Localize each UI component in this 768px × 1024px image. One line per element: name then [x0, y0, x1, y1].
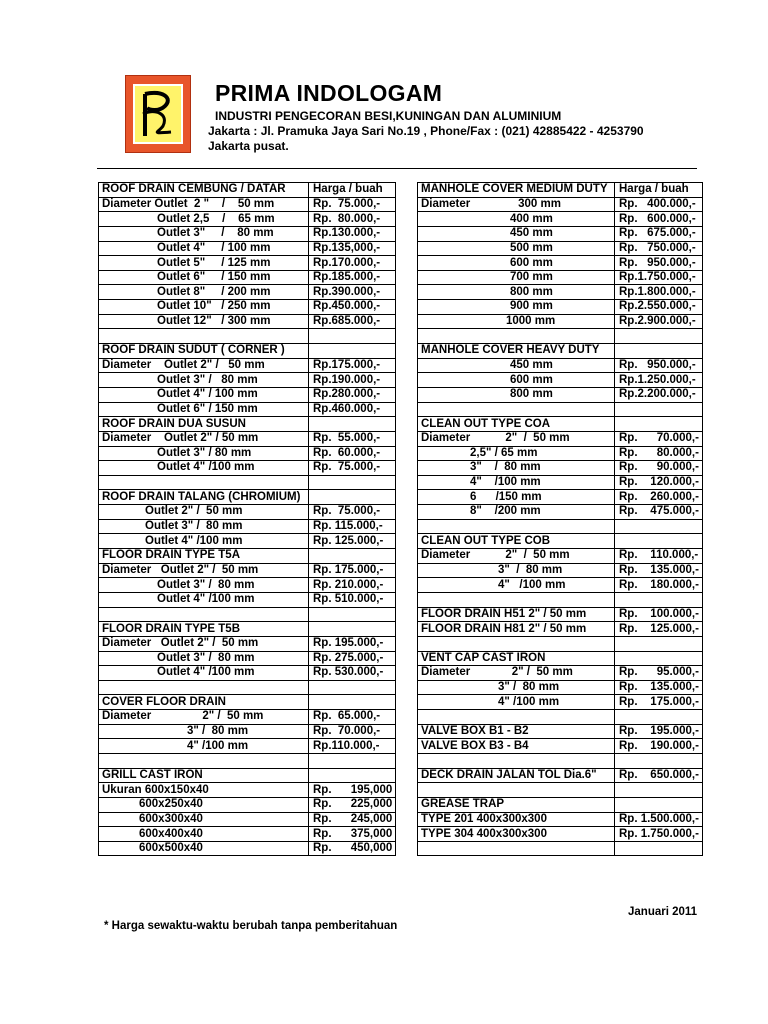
right-table-price-cell: Rp. 135.000,-	[615, 680, 703, 695]
right-table-price-cell: Rp. 475.000,-	[615, 505, 703, 520]
left-table-row	[99, 285, 396, 300]
right-table-item-cell: 900 mm	[418, 300, 615, 315]
left-table-item-cell: Outlet 4" /100 mm	[99, 592, 309, 607]
right-table-item-cell	[418, 636, 615, 651]
left-table-row	[99, 373, 396, 388]
right-table-row	[418, 329, 703, 344]
price-change-note: * Harga sewaktu-waktu berubah tanpa pemberitahuan	[104, 920, 398, 932]
right-table-row	[418, 505, 703, 520]
left-table-row	[99, 183, 396, 198]
left-table-price-cell: Rp.450.000,-	[309, 300, 396, 315]
right-table-item-cell: Diameter 2" / 50 mm	[418, 431, 615, 446]
right-table-row	[418, 578, 703, 593]
left-table-row	[99, 768, 396, 783]
left-table-row	[99, 666, 396, 681]
left-table-price-cell	[309, 695, 396, 710]
left-table-price-cell: Rp. 245,000	[309, 812, 396, 827]
right-table-price-cell: Rp. 650.000,-	[615, 768, 703, 783]
right-table-item-cell: GREASE TRAP	[418, 797, 615, 812]
right-table-price-cell: Rp. 400.000,-	[615, 197, 703, 212]
right-table-price-cell	[615, 651, 703, 666]
left-table-item-cell: 4" /100 mm	[99, 739, 309, 754]
right-table-price-cell: Rp. 120.000,-	[615, 475, 703, 490]
right-table-item-cell: 450 mm	[418, 358, 615, 373]
left-table-row	[99, 783, 396, 798]
right-table-item-cell: 6 /150 mm	[418, 490, 615, 505]
left-table-item-cell: GRILL CAST IRON	[99, 768, 309, 783]
left-table-price-cell	[309, 475, 396, 490]
right-table-price-cell	[615, 592, 703, 607]
right-table-item-cell: CLEAN OUT TYPE COB	[418, 534, 615, 549]
company-logo	[125, 75, 191, 153]
left-table-price-cell	[309, 490, 396, 505]
left-table-row	[99, 739, 396, 754]
left-table-item-cell: Outlet 12" / 300 mm	[99, 314, 309, 329]
logo-pl-monogram-icon	[135, 86, 181, 142]
left-table-price-cell: Rp. 55.000,-	[309, 431, 396, 446]
right-table-row	[418, 285, 703, 300]
left-table-row	[99, 270, 396, 285]
left-table-item-cell	[99, 753, 309, 768]
right-table-row	[418, 563, 703, 578]
left-table-item-cell: 600x300x40	[99, 812, 309, 827]
right-table-item-cell: VALVE BOX B3 - B4	[418, 739, 615, 754]
right-table-item-cell: FLOOR DRAIN H81 2" / 50 mm	[418, 622, 615, 637]
right-table-row	[418, 724, 703, 739]
right-table-price-cell: Rp. 950.000,-	[615, 358, 703, 373]
left-table-item-cell	[99, 607, 309, 622]
right-table-item-cell: FLOOR DRAIN H51 2" / 50 mm	[418, 607, 615, 622]
right-table-row	[418, 475, 703, 490]
left-table-price-cell: Rp. 70.000,-	[309, 724, 396, 739]
right-table-row	[418, 797, 703, 812]
left-table-row	[99, 827, 396, 842]
left-table-row	[99, 475, 396, 490]
right-table-row	[418, 519, 703, 534]
left-table-row	[99, 505, 396, 520]
left-table-price-cell: Rp.280.000,-	[309, 387, 396, 402]
right-table-price-cell: Rp. 180.000,-	[615, 578, 703, 593]
right-table-item-cell: DECK DRAIN JALAN TOL Dia.6"	[418, 768, 615, 783]
left-table-item-cell: 600x400x40	[99, 827, 309, 842]
right-table-price-cell: Harga / buah	[615, 183, 703, 198]
right-table-row	[418, 636, 703, 651]
right-table-row	[418, 812, 703, 827]
left-table-item-cell: COVER FLOOR DRAIN	[99, 695, 309, 710]
left-table-row	[99, 753, 396, 768]
left-table-row	[99, 797, 396, 812]
right-table-row	[418, 417, 703, 432]
right-table-row	[418, 373, 703, 388]
left-table-price-cell: Rp. 225,000	[309, 797, 396, 812]
right-table-row	[418, 534, 703, 549]
right-table-row	[418, 549, 703, 564]
right-table-row	[418, 300, 703, 315]
left-table-item-cell: Outlet 6" / 150 mm	[99, 270, 309, 285]
right-table-price-cell: Rp.1.750.000,-	[615, 270, 703, 285]
left-table-item-cell: Outlet 4" / 100 mm	[99, 387, 309, 402]
company-tagline: INDUSTRI PENGECORAN BESI,KUNINGAN DAN ALUMINIUM	[215, 109, 562, 123]
left-table-row	[99, 300, 396, 315]
left-table-item-cell: Outlet 5" / 125 mm	[99, 256, 309, 271]
left-table-price-cell: Rp. 275.000,-	[309, 651, 396, 666]
left-table-price-cell: Rp.460.000,-	[309, 402, 396, 417]
left-table-price-cell: Rp. 530.000,-	[309, 666, 396, 681]
left-table-row	[99, 226, 396, 241]
right-table-row	[418, 695, 703, 710]
left-table-item-cell: ROOF DRAIN CEMBUNG / DATAR	[99, 183, 309, 198]
right-table-row	[418, 841, 703, 856]
left-table-price-cell	[309, 680, 396, 695]
left-table-price-cell	[309, 329, 396, 344]
right-table-item-cell: VALVE BOX B1 - B2	[418, 724, 615, 739]
right-table-price-cell	[615, 344, 703, 359]
right-table-price-cell: Rp. 750.000,-	[615, 241, 703, 256]
left-table-item-cell: ROOF DRAIN DUA SUSUN	[99, 417, 309, 432]
left-table-item-cell	[99, 680, 309, 695]
logo-inner-panel	[133, 84, 183, 144]
left-table-price-cell	[309, 607, 396, 622]
right-table-price-cell	[615, 402, 703, 417]
right-table-price-cell	[615, 534, 703, 549]
left-table-row	[99, 402, 396, 417]
right-table-price-cell	[615, 710, 703, 725]
left-table-price-cell: Rp.185.000,-	[309, 270, 396, 285]
left-table-row	[99, 651, 396, 666]
right-table-row	[418, 446, 703, 461]
right-table-price-cell: Rp. 95.000,-	[615, 666, 703, 681]
left-table-row	[99, 710, 396, 725]
left-table-row	[99, 329, 396, 344]
left-table-price-cell: Rp.175.000,-	[309, 358, 396, 373]
right-table-price-cell: Rp. 80.000,-	[615, 446, 703, 461]
right-table-price-cell	[615, 753, 703, 768]
right-table-price-cell: Rp. 90.000,-	[615, 461, 703, 476]
right-table-item-cell: 4" /100 mm	[418, 695, 615, 710]
left-table-row	[99, 344, 396, 359]
right-table-row	[418, 256, 703, 271]
right-table-row	[418, 431, 703, 446]
right-table-row	[418, 344, 703, 359]
left-table-row	[99, 490, 396, 505]
left-table-price-cell: Harga / buah	[309, 183, 396, 198]
right-table-item-cell: 4" /100 mm	[418, 475, 615, 490]
left-table-row	[99, 358, 396, 373]
right-table-row	[418, 387, 703, 402]
left-table-price-cell: Rp. 450,000	[309, 841, 396, 856]
left-table-item-cell: Diameter Outlet 2" / 50 mm	[99, 431, 309, 446]
right-price-table	[417, 182, 703, 856]
price-list-date: Januari 2011	[628, 906, 698, 918]
left-table-price-cell	[309, 753, 396, 768]
right-table-item-cell: 3" / 80 mm	[418, 563, 615, 578]
right-table-price-cell: Rp. 110.000,-	[615, 549, 703, 564]
right-table-row	[418, 270, 703, 285]
right-table-item-cell	[418, 753, 615, 768]
right-table-item-cell	[418, 710, 615, 725]
left-table-item-cell: Outlet 8" / 200 mm	[99, 285, 309, 300]
right-table-row	[418, 314, 703, 329]
left-table-price-cell: Rp.685.000,-	[309, 314, 396, 329]
right-table-price-cell: Rp.2.550.000,-	[615, 300, 703, 315]
left-table-price-cell: Rp.135,000,-	[309, 241, 396, 256]
right-table-item-cell: 400 mm	[418, 212, 615, 227]
left-table-row	[99, 256, 396, 271]
left-table-item-cell: Outlet 3" / 80 mm	[99, 519, 309, 534]
left-table-row	[99, 212, 396, 227]
right-table-item-cell: TYPE 201 400x300x300	[418, 812, 615, 827]
left-table-item-cell: Outlet 3" / 80 mm	[99, 578, 309, 593]
left-table-item-cell: Outlet 3" / 80 mm	[99, 651, 309, 666]
left-table-price-cell: Rp.390.000,-	[309, 285, 396, 300]
left-table-item-cell: 3" / 80 mm	[99, 724, 309, 739]
right-table-item-cell: 800 mm	[418, 285, 615, 300]
left-table-item-cell: FLOOR DRAIN TYPE T5B	[99, 622, 309, 637]
left-table-item-cell: Outlet 4" /100 mm	[99, 666, 309, 681]
left-table-price-cell: Rp. 75.000,-	[309, 197, 396, 212]
right-table-price-cell: Rp. 600.000,-	[615, 212, 703, 227]
right-table-price-cell: Rp. 1.500.000,-	[615, 812, 703, 827]
header-divider	[97, 168, 697, 169]
left-table-row	[99, 841, 396, 856]
right-table-item-cell: 450 mm	[418, 226, 615, 241]
left-table-price-cell	[309, 622, 396, 637]
right-table-item-cell: Diameter 300 mm	[418, 197, 615, 212]
left-table-item-cell: 600x250x40	[99, 797, 309, 812]
left-table-item-cell: Diameter Outlet 2" / 50 mm	[99, 563, 309, 578]
left-table-price-cell: Rp.170.000,-	[309, 256, 396, 271]
right-table-price-cell: Rp.2.900.000,-	[615, 314, 703, 329]
left-table-price-cell: Rp.130.000,-	[309, 226, 396, 241]
right-table-item-cell	[418, 402, 615, 417]
right-table-row	[418, 783, 703, 798]
right-table-item-cell	[418, 592, 615, 607]
left-table-item-cell: Outlet 2" / 50 mm	[99, 505, 309, 520]
left-table-price-cell: Rp. 375,000	[309, 827, 396, 842]
right-table-item-cell: 2,5" / 65 mm	[418, 446, 615, 461]
left-table-item-cell: Outlet 10" / 250 mm	[99, 300, 309, 315]
left-price-table	[98, 182, 396, 856]
right-table-price-cell: Rp. 70.000,-	[615, 431, 703, 446]
right-table-item-cell: 4" /100 mm	[418, 578, 615, 593]
right-table-item-cell: 3" / 80 mm	[418, 461, 615, 476]
right-table-price-cell	[615, 841, 703, 856]
right-table-row	[418, 651, 703, 666]
right-table-item-cell: CLEAN OUT TYPE COA	[418, 417, 615, 432]
left-table-item-cell: Diameter Outlet 2" / 50 mm	[99, 636, 309, 651]
left-table-price-cell: Rp.190.000,-	[309, 373, 396, 388]
left-table-row	[99, 314, 396, 329]
left-table-price-cell	[309, 417, 396, 432]
right-table-item-cell: 3" / 80 mm	[418, 680, 615, 695]
right-table-price-cell	[615, 783, 703, 798]
right-table-row	[418, 461, 703, 476]
left-table-row	[99, 563, 396, 578]
right-table-item-cell: MANHOLE COVER MEDIUM DUTY	[418, 183, 615, 198]
left-table-row	[99, 636, 396, 651]
right-table-price-cell: Rp. 135.000,-	[615, 563, 703, 578]
left-table-price-cell: Rp. 195.000,-	[309, 636, 396, 651]
left-table-price-cell	[309, 549, 396, 564]
right-table-item-cell: MANHOLE COVER HEAVY DUTY	[418, 344, 615, 359]
right-table-item-cell	[418, 329, 615, 344]
right-table-item-cell: 700 mm	[418, 270, 615, 285]
right-table-price-cell: Rp.1.250.000,-	[615, 373, 703, 388]
right-table-row	[418, 680, 703, 695]
right-table-item-cell	[418, 519, 615, 534]
left-table-row	[99, 519, 396, 534]
company-address: Jakarta : Jl. Pramuka Jaya Sari No.19 , Phone/Fax : (021) 42885422 - 4253790	[208, 124, 644, 138]
right-table-item-cell: VENT CAP CAST IRON	[418, 651, 615, 666]
left-table-row	[99, 417, 396, 432]
right-table-row	[418, 768, 703, 783]
right-table-item-cell: 600 mm	[418, 256, 615, 271]
left-table-row	[99, 680, 396, 695]
left-table-row	[99, 695, 396, 710]
right-table-row	[418, 490, 703, 505]
left-table-item-cell: Outlet 6" / 150 mm	[99, 402, 309, 417]
right-table-row	[418, 212, 703, 227]
left-table-item-cell: Outlet 4" /100 mm	[99, 461, 309, 476]
left-table-row	[99, 812, 396, 827]
left-table-row	[99, 241, 396, 256]
left-table-price-cell	[309, 344, 396, 359]
left-table-item-cell: Outlet 3" / 80 mm	[99, 226, 309, 241]
right-table-price-cell	[615, 797, 703, 812]
left-table-row	[99, 534, 396, 549]
left-table-price-cell: Rp. 510.000,-	[309, 592, 396, 607]
left-table-item-cell	[99, 475, 309, 490]
right-table-item-cell: 600 mm	[418, 373, 615, 388]
right-table-row	[418, 226, 703, 241]
right-table-item-cell: 500 mm	[418, 241, 615, 256]
right-table-row	[418, 666, 703, 681]
right-table-row	[418, 739, 703, 754]
right-table-item-cell: 8" /200 mm	[418, 505, 615, 520]
right-table-row	[418, 183, 703, 198]
left-table-item-cell: Diameter Outlet 2 " / 50 mm	[99, 197, 309, 212]
left-table-row	[99, 607, 396, 622]
right-table-price-cell: Rp. 675.000,-	[615, 226, 703, 241]
left-table-price-cell: Rp. 65.000,-	[309, 710, 396, 725]
right-table-row	[418, 753, 703, 768]
company-name: PRIMA INDOLOGAM	[215, 80, 443, 106]
left-table-price-cell: Rp. 80.000,-	[309, 212, 396, 227]
left-table-row	[99, 197, 396, 212]
left-table-item-cell: Outlet 2,5 / 65 mm	[99, 212, 309, 227]
left-table-row	[99, 387, 396, 402]
right-table-price-cell: Rp. 125.000,-	[615, 622, 703, 637]
left-table-price-cell: Rp. 75.000,-	[309, 505, 396, 520]
left-table-row	[99, 578, 396, 593]
right-table-price-cell: Rp. 260.000,-	[615, 490, 703, 505]
left-table-item-cell: Diameter Outlet 2" / 50 mm	[99, 358, 309, 373]
right-table-price-cell: Rp. 950.000,-	[615, 256, 703, 271]
left-table-item-cell: 600x500x40	[99, 841, 309, 856]
left-table-row	[99, 592, 396, 607]
left-table-price-cell: Rp. 75.000,-	[309, 461, 396, 476]
right-table-price-cell	[615, 417, 703, 432]
left-table-price-cell: Rp. 175.000,-	[309, 563, 396, 578]
right-table-row	[418, 592, 703, 607]
right-table-item-cell: Diameter 2" / 50 mm	[418, 666, 615, 681]
left-table-price-cell	[309, 768, 396, 783]
right-table-item-cell	[418, 783, 615, 798]
right-table-row	[418, 622, 703, 637]
left-table-row	[99, 446, 396, 461]
left-table-price-cell: Rp. 125.000,-	[309, 534, 396, 549]
left-table-item-cell: FLOOR DRAIN TYPE T5A	[99, 549, 309, 564]
left-table-price-cell: Rp. 60.000,-	[309, 446, 396, 461]
left-table-item-cell: Outlet 3" / 80 mm	[99, 446, 309, 461]
left-table-item-cell: Ukuran 600x150x40	[99, 783, 309, 798]
right-table-price-cell: Rp.2.200.000,-	[615, 387, 703, 402]
right-table-price-cell: Rp. 190.000,-	[615, 739, 703, 754]
right-table-price-cell	[615, 329, 703, 344]
left-table-item-cell: Outlet 4" /100 mm	[99, 534, 309, 549]
left-table-item-cell: Outlet 3" / 80 mm	[99, 373, 309, 388]
right-table-price-cell: Rp. 1.750.000,-	[615, 827, 703, 842]
right-table-row	[418, 607, 703, 622]
left-table-row	[99, 724, 396, 739]
right-table-row	[418, 402, 703, 417]
left-table-price-cell: Rp. 195,000	[309, 783, 396, 798]
right-table-row	[418, 358, 703, 373]
left-table-item-cell: ROOF DRAIN TALANG (CHROMIUM)	[99, 490, 309, 505]
left-table-item-cell: ROOF DRAIN SUDUT ( CORNER )	[99, 344, 309, 359]
right-table-item-cell: 800 mm	[418, 387, 615, 402]
right-table-price-cell	[615, 519, 703, 534]
left-table-item-cell	[99, 329, 309, 344]
right-table-row	[418, 827, 703, 842]
right-table-item-cell	[418, 841, 615, 856]
right-table-price-cell	[615, 636, 703, 651]
right-table-item-cell: 1000 mm	[418, 314, 615, 329]
right-table-row	[418, 197, 703, 212]
left-table-row	[99, 461, 396, 476]
left-table-row	[99, 622, 396, 637]
right-table-item-cell: Diameter 2" / 50 mm	[418, 549, 615, 564]
company-city: Jakarta pusat.	[208, 139, 289, 153]
right-table-item-cell: TYPE 304 400x300x300	[418, 827, 615, 842]
left-table-item-cell: Diameter 2" / 50 mm	[99, 710, 309, 725]
right-table-price-cell: Rp. 175.000,-	[615, 695, 703, 710]
left-table-price-cell: Rp. 210.000,-	[309, 578, 396, 593]
left-table-price-cell: Rp. 115.000,-	[309, 519, 396, 534]
right-table-price-cell: Rp. 195.000,-	[615, 724, 703, 739]
right-table-row	[418, 710, 703, 725]
right-table-price-cell: Rp. 100.000,-	[615, 607, 703, 622]
left-table-row	[99, 549, 396, 564]
left-table-item-cell: Outlet 4" / 100 mm	[99, 241, 309, 256]
left-table-row	[99, 431, 396, 446]
right-table-price-cell: Rp.1.800.000,-	[615, 285, 703, 300]
left-table-price-cell: Rp.110.000,-	[309, 739, 396, 754]
right-table-row	[418, 241, 703, 256]
